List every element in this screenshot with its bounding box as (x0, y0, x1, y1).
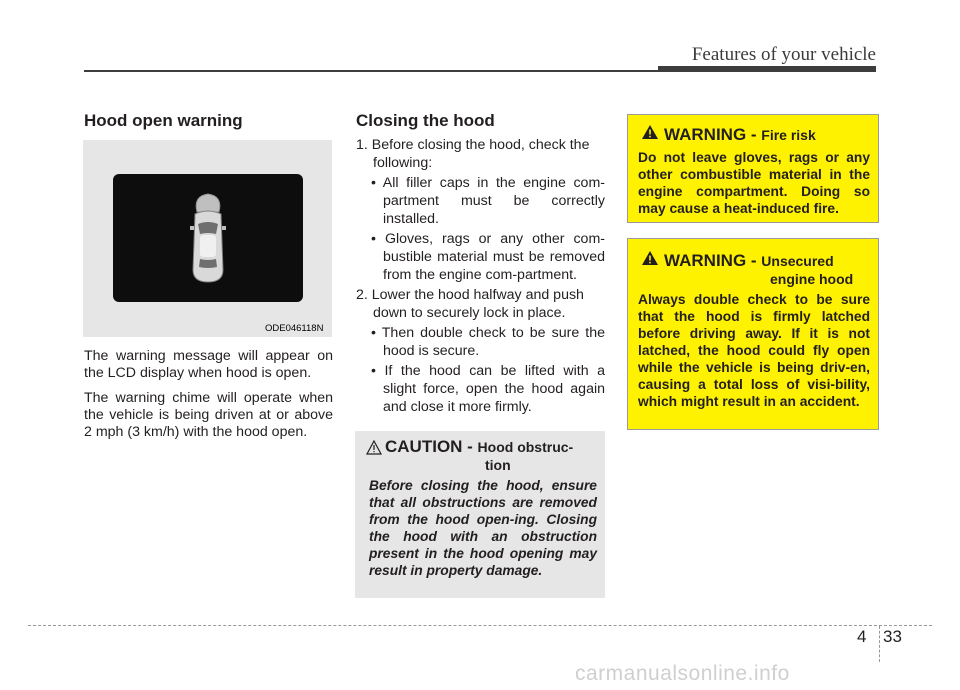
warning-box-unsecured-hood (627, 238, 879, 430)
watermark: carmanualsonline.info (575, 662, 790, 685)
running-header: Features of your vehicle (691, 44, 876, 65)
warning-body: Do not leave gloves, rags or any other combustible material in the engine compartment. Doing so may cause a heat-induced fire. (638, 150, 870, 216)
step-2-bullet: • Then double check to be sure the hood is secure. (356, 324, 605, 360)
caution-body: Before closing the hood, ensure that all obstructions are removed from the hood open-ing. Closing the hood with an obstruction present in the hood opening may result in property damage. (369, 478, 597, 578)
step-1-bullet: • Gloves, rags or any other com-bustible material must be removed from the engine com-partment. (356, 230, 605, 284)
step-1-bullet: • All filler caps in the engine com-partment must be correctly installed. (356, 174, 605, 228)
chapter-number: 4 (857, 627, 867, 646)
section-title-hood-open-warning: Hood open warning (84, 111, 243, 130)
caution-subject-continued: tion (485, 457, 511, 473)
caution-box (355, 431, 605, 598)
warning-subject: Fire risk (761, 127, 816, 143)
warning-heading (664, 125, 816, 145)
warning-subject-continued: engine hood (770, 271, 854, 287)
caution-subject: Hood obstruc- (477, 439, 574, 455)
warning-box-fire-risk (627, 114, 879, 223)
caution-triangle-icon (366, 440, 382, 455)
step-1: 1. Before closing the hood, check the following: (356, 137, 590, 171)
warning-display-figure (83, 140, 332, 337)
warning-label: WARNING - (664, 125, 762, 144)
caution-label: CAUTION - (385, 437, 478, 456)
caution-heading (385, 437, 573, 457)
closing-steps-list (356, 136, 605, 418)
warning-body: Always double check to be sure that the hood is firmly latched before driving away. If it is not latched, the hood could fly open while the vehicle is being driv-en, causing a total loss of visi-bility, which might result in an accident. (638, 292, 870, 409)
section-title-closing-the-hood: Closing the hood (356, 111, 495, 130)
lcd-screen (113, 174, 303, 302)
footer-rule (28, 625, 932, 626)
warning-heading (664, 251, 834, 271)
warning-label: WARNING - (664, 251, 762, 270)
page-number: 33 (883, 627, 902, 646)
car-hood-open-icon (113, 174, 303, 302)
warning-subject: Unsecured (761, 253, 834, 269)
footer-divider (879, 626, 880, 662)
figure-caption: ODE046118N (265, 323, 324, 334)
header-rule-accent (658, 66, 876, 72)
step-2: 2. Lower the hood halfway and push down to securely lock in place. (356, 287, 584, 321)
step-2-bullet: • If the hood can be lifted with a slight force, open the hood again and close it more firmly. (356, 362, 605, 416)
warning-triangle-icon (641, 250, 659, 266)
paragraph-warning-message: The warning message will appear on the LCD display when hood is open. (84, 348, 333, 381)
left-body (84, 348, 333, 449)
paragraph-warning-chime: The warning chime will operate when the vehicle is being driven at or above 2 mph (3 km/h) with the hood open. (84, 390, 333, 440)
warning-triangle-icon (641, 124, 659, 140)
